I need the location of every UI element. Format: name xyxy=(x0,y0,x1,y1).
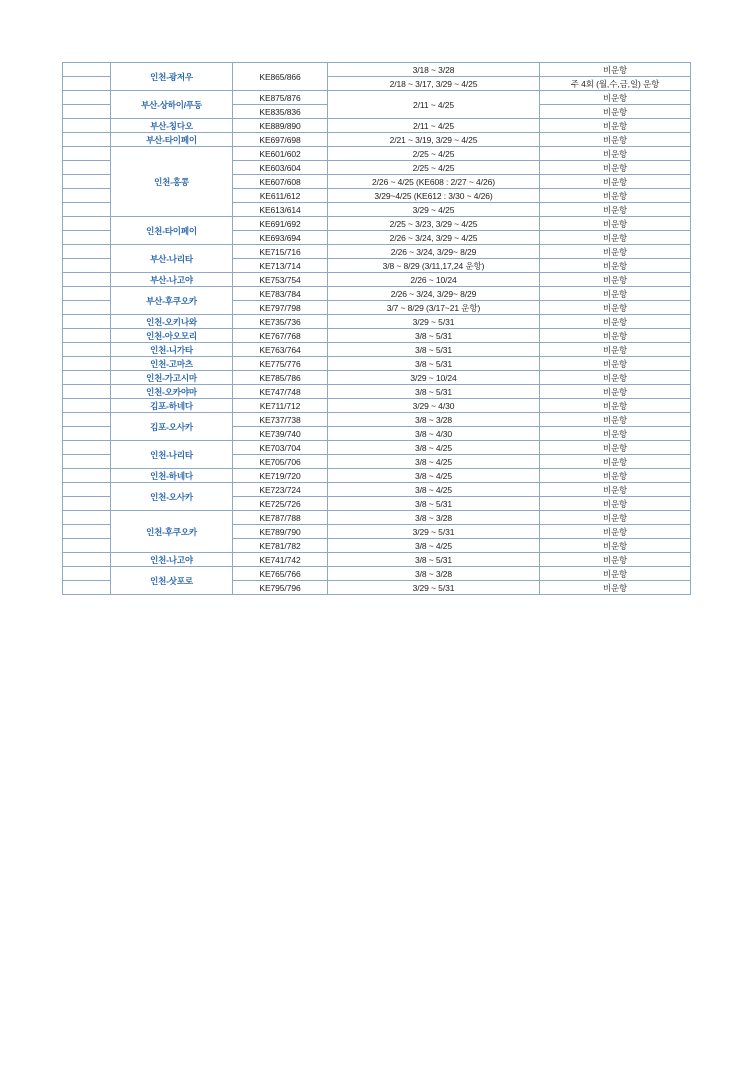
left-margin-cell xyxy=(63,329,111,343)
period-cell: 3/8 ~ 4/25 xyxy=(328,539,540,553)
period-cell: 2/18 ~ 3/17, 3/29 ~ 4/25 xyxy=(328,77,540,91)
left-margin-cell xyxy=(63,287,111,301)
period-cell: 3/29 ~ 5/31 xyxy=(328,315,540,329)
table-row xyxy=(63,567,691,581)
period-cell: 3/8 ~ 5/31 xyxy=(328,357,540,371)
period-cell: 2/25 ~ 4/25 xyxy=(328,147,540,161)
flight-schedule-table-container xyxy=(62,62,690,595)
status-cell: 비운항 xyxy=(540,427,691,441)
flight-number-cell: KE739/740 xyxy=(233,427,328,441)
table-body xyxy=(63,63,691,595)
route-cell: 인천-나고야 xyxy=(111,553,233,567)
route-cell: 부산-칭다오 xyxy=(111,119,233,133)
flight-number-cell: KE725/726 xyxy=(233,497,328,511)
period-cell: 3/8 ~ 3/28 xyxy=(328,413,540,427)
flight-number-cell: KE601/602 xyxy=(233,147,328,161)
left-margin-cell xyxy=(63,413,111,427)
period-cell: 3/18 ~ 3/28 xyxy=(328,63,540,77)
table-row xyxy=(63,385,691,399)
period-cell: 2/25 ~ 3/23, 3/29 ~ 4/25 xyxy=(328,217,540,231)
route-cell: 인천-아오모리 xyxy=(111,329,233,343)
flight-number-cell: KE705/706 xyxy=(233,455,328,469)
flight-number-cell: KE785/786 xyxy=(233,371,328,385)
left-margin-cell xyxy=(63,147,111,161)
left-margin-cell xyxy=(63,77,111,91)
status-cell: 비운항 xyxy=(540,455,691,469)
flight-number-cell: KE747/748 xyxy=(233,385,328,399)
flight-number-cell: KE835/836 xyxy=(233,105,328,119)
route-cell: 부산-타이페이 xyxy=(111,133,233,147)
period-cell: 3/8 ~ 3/28 xyxy=(328,511,540,525)
table-row xyxy=(63,399,691,413)
status-cell: 비운항 xyxy=(540,203,691,217)
route-cell: 인천-홍콩 xyxy=(111,147,233,217)
flight-number-cell: KE607/608 xyxy=(233,175,328,189)
status-cell: 비운항 xyxy=(540,217,691,231)
route-cell: 인천-광저우 xyxy=(111,63,233,91)
flight-number-cell: KE715/716 xyxy=(233,245,328,259)
left-margin-cell xyxy=(63,469,111,483)
status-cell: 비운항 xyxy=(540,287,691,301)
period-cell: 3/29 ~ 5/31 xyxy=(328,581,540,595)
left-margin-cell xyxy=(63,63,111,77)
flight-number-cell: KE787/788 xyxy=(233,511,328,525)
status-cell: 비운항 xyxy=(540,539,691,553)
period-cell: 3/8 ~ 4/25 xyxy=(328,469,540,483)
table-row xyxy=(63,329,691,343)
left-margin-cell xyxy=(63,385,111,399)
left-margin-cell xyxy=(63,301,111,315)
route-cell: 인천-오사카 xyxy=(111,483,233,511)
period-cell: 3/8 ~ 5/31 xyxy=(328,343,540,357)
table-row xyxy=(63,413,691,427)
left-margin-cell xyxy=(63,497,111,511)
period-cell: 3/8 ~ 3/28 xyxy=(328,567,540,581)
flight-number-cell: KE723/724 xyxy=(233,483,328,497)
left-margin-cell xyxy=(63,133,111,147)
period-cell: 3/29 ~ 5/31 xyxy=(328,525,540,539)
left-margin-cell xyxy=(63,203,111,217)
left-margin-cell xyxy=(63,441,111,455)
status-cell: 비운항 xyxy=(540,567,691,581)
flight-number-cell: KE611/612 xyxy=(233,189,328,203)
flight-number-cell: KE765/766 xyxy=(233,567,328,581)
table-row xyxy=(63,371,691,385)
left-margin-cell xyxy=(63,161,111,175)
left-margin-cell xyxy=(63,175,111,189)
flight-number-cell: KE603/604 xyxy=(233,161,328,175)
table-row xyxy=(63,469,691,483)
route-cell: 인천-니가타 xyxy=(111,343,233,357)
period-cell: 3/29 ~ 10/24 xyxy=(328,371,540,385)
left-margin-cell xyxy=(63,371,111,385)
left-margin-cell xyxy=(63,273,111,287)
flight-number-cell: KE789/790 xyxy=(233,525,328,539)
table-row xyxy=(63,287,691,301)
left-margin-cell xyxy=(63,399,111,413)
status-cell: 비운항 xyxy=(540,553,691,567)
status-cell: 비운항 xyxy=(540,511,691,525)
table-row xyxy=(63,63,691,77)
left-margin-cell xyxy=(63,427,111,441)
flight-number-cell: KE693/694 xyxy=(233,231,328,245)
status-cell: 비운항 xyxy=(540,189,691,203)
period-cell: 2/26 ~ 10/24 xyxy=(328,273,540,287)
period-cell: 3/7 ~ 8/29 (3/17~21 운항) xyxy=(328,301,540,315)
left-margin-cell xyxy=(63,91,111,105)
status-cell: 비운항 xyxy=(540,329,691,343)
flight-number-cell: KE735/736 xyxy=(233,315,328,329)
status-cell: 비운항 xyxy=(540,483,691,497)
period-cell: 2/26 ~ 3/24, 3/29~ 8/29 xyxy=(328,287,540,301)
left-margin-cell xyxy=(63,343,111,357)
status-cell: 비운항 xyxy=(540,441,691,455)
period-cell: 3/8 ~ 5/31 xyxy=(328,385,540,399)
flight-number-cell: KE781/782 xyxy=(233,539,328,553)
status-cell: 비운항 xyxy=(540,469,691,483)
left-margin-cell xyxy=(63,315,111,329)
table-row xyxy=(63,357,691,371)
table-row xyxy=(63,553,691,567)
status-cell: 비운항 xyxy=(540,497,691,511)
route-cell: 인천-고마츠 xyxy=(111,357,233,371)
period-cell: 3/8 ~ 5/31 xyxy=(328,497,540,511)
period-cell: 3/8 ~ 4/25 xyxy=(328,455,540,469)
status-cell: 비운항 xyxy=(540,91,691,105)
left-margin-cell xyxy=(63,483,111,497)
status-cell: 비운항 xyxy=(540,371,691,385)
flight-number-cell: KE697/698 xyxy=(233,133,328,147)
flight-number-cell: KE865/866 xyxy=(233,63,328,91)
route-cell: 인천-타이페이 xyxy=(111,217,233,245)
flight-number-cell: KE703/704 xyxy=(233,441,328,455)
status-cell: 비운항 xyxy=(540,357,691,371)
status-cell: 비운항 xyxy=(540,231,691,245)
flight-number-cell: KE741/742 xyxy=(233,553,328,567)
table-row xyxy=(63,273,691,287)
route-cell: 인천-하네다 xyxy=(111,469,233,483)
status-cell: 비운항 xyxy=(540,105,691,119)
table-row xyxy=(63,511,691,525)
route-cell: 인천-삿포로 xyxy=(111,567,233,595)
table-row xyxy=(63,315,691,329)
period-cell: 3/8 ~ 4/25 xyxy=(328,441,540,455)
period-cell: 2/26 ~ 4/25 (KE608 : 2/27 ~ 4/26) xyxy=(328,175,540,189)
period-cell: 3/8 ~ 5/31 xyxy=(328,329,540,343)
period-cell: 3/8 ~ 4/30 xyxy=(328,427,540,441)
period-cell: 3/8 ~ 8/29 (3/11,17,24 운항) xyxy=(328,259,540,273)
period-cell: 2/11 ~ 4/25 xyxy=(328,119,540,133)
route-cell: 김포-하네다 xyxy=(111,399,233,413)
left-margin-cell xyxy=(63,189,111,203)
route-cell: 인천-후쿠오카 xyxy=(111,511,233,553)
period-cell: 3/29 ~ 4/25 xyxy=(328,203,540,217)
status-cell: 비운항 xyxy=(540,581,691,595)
period-cell: 2/25 ~ 4/25 xyxy=(328,161,540,175)
flight-number-cell: KE797/798 xyxy=(233,301,328,315)
route-cell: 부산-나리타 xyxy=(111,245,233,273)
flight-number-cell: KE875/876 xyxy=(233,91,328,105)
period-cell: 3/29~4/25 (KE612 : 3/30 ~ 4/26) xyxy=(328,189,540,203)
left-margin-cell xyxy=(63,245,111,259)
route-cell: 인천-오카야마 xyxy=(111,385,233,399)
period-cell: 3/29 ~ 4/30 xyxy=(328,399,540,413)
status-cell: 비운항 xyxy=(540,273,691,287)
flight-number-cell: KE711/712 xyxy=(233,399,328,413)
left-margin-cell xyxy=(63,511,111,525)
route-cell: 인천-가고시마 xyxy=(111,371,233,385)
route-cell: 부산-후쿠오카 xyxy=(111,287,233,315)
left-margin-cell xyxy=(63,259,111,273)
table-row xyxy=(63,217,691,231)
left-margin-cell xyxy=(63,539,111,553)
left-margin-cell xyxy=(63,105,111,119)
flight-number-cell: KE691/692 xyxy=(233,217,328,231)
status-cell: 비운항 xyxy=(540,399,691,413)
status-cell: 비운항 xyxy=(540,315,691,329)
status-cell: 비운항 xyxy=(540,119,691,133)
flight-number-cell: KE737/738 xyxy=(233,413,328,427)
status-cell: 비운항 xyxy=(540,133,691,147)
flight-number-cell: KE753/754 xyxy=(233,273,328,287)
table-row xyxy=(63,119,691,133)
period-cell: 2/26 ~ 3/24, 3/29~ 8/29 xyxy=(328,245,540,259)
route-cell: 인천-나리타 xyxy=(111,441,233,469)
left-margin-cell xyxy=(63,217,111,231)
left-margin-cell xyxy=(63,553,111,567)
flight-number-cell: KE767/768 xyxy=(233,329,328,343)
left-margin-cell xyxy=(63,525,111,539)
table-row xyxy=(63,133,691,147)
route-cell: 부산-나고야 xyxy=(111,273,233,287)
route-cell: 인천-오키나와 xyxy=(111,315,233,329)
status-cell: 비운항 xyxy=(540,161,691,175)
route-cell: 김포-오사카 xyxy=(111,413,233,441)
left-margin-cell xyxy=(63,119,111,133)
period-cell: 2/26 ~ 3/24, 3/29 ~ 4/25 xyxy=(328,231,540,245)
flight-number-cell: KE713/714 xyxy=(233,259,328,273)
status-cell: 비운항 xyxy=(540,301,691,315)
flight-number-cell: KE613/614 xyxy=(233,203,328,217)
flight-number-cell: KE719/720 xyxy=(233,469,328,483)
status-cell: 비운항 xyxy=(540,245,691,259)
status-cell: 비운항 xyxy=(540,525,691,539)
status-cell: 비운항 xyxy=(540,413,691,427)
status-cell: 주 4회 (월,수,금,일) 운항 xyxy=(540,77,691,91)
table-row xyxy=(63,147,691,161)
status-cell: 비운항 xyxy=(540,259,691,273)
table-row xyxy=(63,245,691,259)
period-cell: 2/21 ~ 3/19, 3/29 ~ 4/25 xyxy=(328,133,540,147)
period-cell: 3/8 ~ 4/25 xyxy=(328,483,540,497)
status-cell: 비운항 xyxy=(540,63,691,77)
table-row xyxy=(63,91,691,105)
flight-number-cell: KE783/784 xyxy=(233,287,328,301)
left-margin-cell xyxy=(63,231,111,245)
table-row xyxy=(63,483,691,497)
status-cell: 비운항 xyxy=(540,343,691,357)
period-cell: 3/8 ~ 5/31 xyxy=(328,553,540,567)
left-margin-cell xyxy=(63,455,111,469)
status-cell: 비운항 xyxy=(540,385,691,399)
flight-schedule-table xyxy=(62,62,691,595)
route-cell: 부산-상하이/푸동 xyxy=(111,91,233,119)
flight-number-cell: KE763/764 xyxy=(233,343,328,357)
flight-number-cell: KE889/890 xyxy=(233,119,328,133)
table-row xyxy=(63,343,691,357)
left-margin-cell xyxy=(63,567,111,581)
left-margin-cell xyxy=(63,581,111,595)
status-cell: 비운항 xyxy=(540,175,691,189)
table-row xyxy=(63,441,691,455)
status-cell: 비운항 xyxy=(540,147,691,161)
period-cell: 2/11 ~ 4/25 xyxy=(328,91,540,119)
flight-number-cell: KE795/796 xyxy=(233,581,328,595)
flight-number-cell: KE775/776 xyxy=(233,357,328,371)
left-margin-cell xyxy=(63,357,111,371)
